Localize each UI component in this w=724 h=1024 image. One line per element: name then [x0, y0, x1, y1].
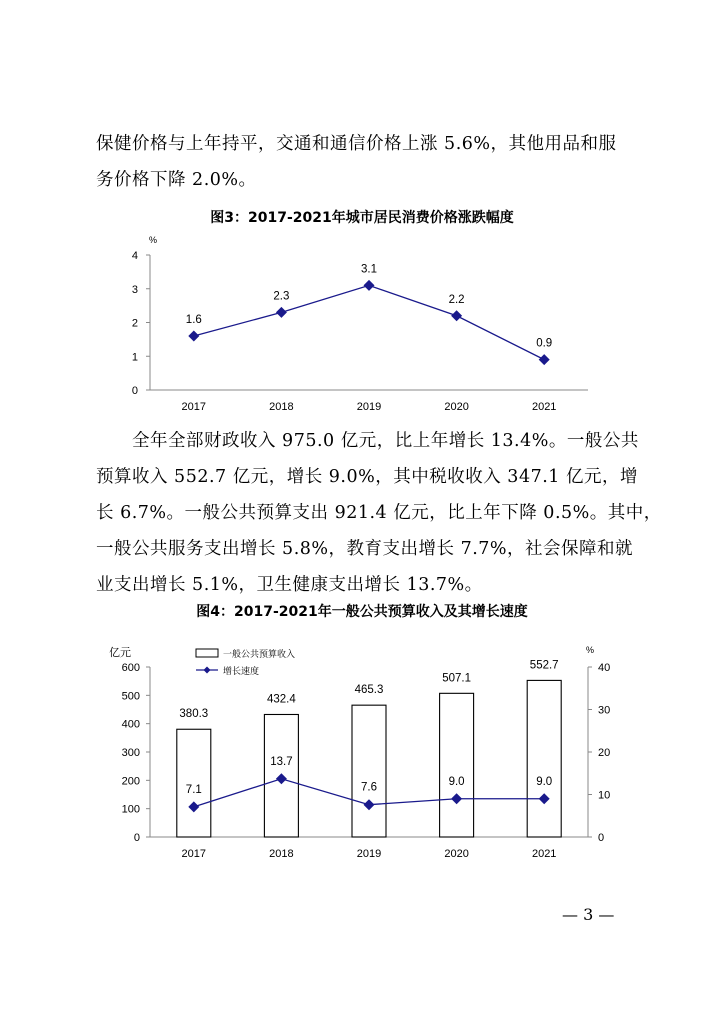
growth-rate-label: 9.0 [448, 775, 465, 788]
paragraph-line: 务价格下降 2.0%。 [96, 170, 257, 190]
figure-4-combo-chart [0, 625, 724, 865]
y-tick-label: 1 [131, 351, 138, 364]
x-tick-label: 2019 [356, 848, 382, 860]
bar-value-label: 380.3 [179, 708, 209, 721]
right-y-axis-unit: % [585, 645, 595, 655]
growth-rate-label: 13.7 [270, 755, 293, 768]
left-y-tick-label: 400 [121, 718, 140, 731]
right-y-tick-label: 40 [598, 662, 611, 674]
legend-line-label: 增长速度 [223, 666, 260, 676]
data-point-marker [451, 310, 462, 321]
revenue-bar [440, 693, 474, 837]
x-tick-label: 2021 [531, 848, 557, 860]
data-label: 3.1 [361, 263, 377, 276]
bar-value-label: 432.4 [267, 693, 296, 706]
paragraph-1 [96, 126, 628, 198]
y-tick-label: 4 [131, 250, 138, 262]
growth-rate-label: 9.0 [536, 775, 553, 788]
left-y-tick-label: 0 [133, 832, 140, 844]
x-tick-label: 2017 [181, 848, 207, 860]
paragraph-line: 预算收入 552.7 亿元，增长 9.0%，其中税收收入 347.1 亿元，增 [96, 467, 638, 487]
left-y-tick-label: 100 [121, 803, 140, 816]
bar-value-label: 552.7 [529, 659, 559, 672]
right-y-tick-label: 0 [598, 832, 605, 844]
y-tick-label: 2 [131, 317, 138, 330]
paragraph-line: 长 6.7%。一般公共预算支出 921.4 亿元，比上年下降 0.5%。其中， [96, 503, 662, 523]
x-tick-label: 2020 [444, 401, 469, 413]
left-y-axis-unit: 亿元 [109, 647, 131, 659]
figure-3-title: 图3：2017-2021年城市居民消费价格涨跌幅度 [210, 210, 514, 226]
x-tick-label: 2017 [181, 401, 207, 413]
bar-value-label: 465.3 [354, 684, 384, 697]
left-y-tick-label: 200 [121, 775, 140, 788]
paragraph-line: 业支出增长 5.1%，卫生健康支出增长 13.7%。 [96, 575, 483, 595]
series-line [194, 285, 544, 359]
data-point-marker [188, 331, 199, 342]
x-tick-label: 2019 [356, 401, 382, 413]
revenue-bar [352, 705, 386, 837]
y-axis-unit: % [148, 235, 158, 245]
paragraph-line: 保健价格与上年持平，交通和通信价格上涨 5.6%，其他用品和服 [96, 134, 617, 154]
data-label: 0.9 [536, 337, 553, 350]
paragraph-line: 全年全部财政收入 975.0 亿元，比上年增长 13.4%。一般公共 [132, 431, 639, 451]
paragraph-line: 一般公共服务支出增长 5.8%，教育支出增长 7.7%，社会保障和就 [96, 539, 634, 559]
page-number: — 3 — [562, 905, 615, 924]
legend-bar-label: 一般公共预算收入 [223, 649, 296, 659]
legend-bar-swatch [196, 649, 218, 657]
data-point-marker [539, 354, 550, 365]
left-y-tick-label: 500 [121, 690, 140, 703]
paragraph-2 [96, 423, 662, 603]
y-tick-label: 3 [131, 283, 138, 296]
data-point-marker [276, 307, 287, 318]
figure-4-title: 图4：2017-2021年一般公共预算收入及其增长速度 [196, 604, 528, 620]
left-y-tick-label: 300 [121, 747, 140, 759]
data-label: 1.6 [185, 314, 202, 326]
data-label: 2.2 [448, 293, 465, 306]
left-y-tick-label: 600 [121, 662, 140, 674]
revenue-bar [527, 680, 561, 837]
x-tick-label: 2021 [531, 401, 557, 413]
x-tick-label: 2018 [269, 401, 294, 413]
bar-value-label: 507.1 [442, 672, 471, 685]
data-point-marker [364, 280, 375, 291]
figure-3-line-chart [0, 230, 724, 425]
x-tick-label: 2020 [444, 848, 469, 860]
right-y-tick-label: 30 [598, 704, 611, 717]
right-y-tick-label: 20 [598, 747, 611, 759]
x-tick-label: 2018 [269, 848, 294, 860]
growth-rate-label: 7.1 [185, 783, 202, 796]
right-y-tick-label: 10 [598, 789, 611, 802]
y-tick-label: 0 [131, 385, 138, 397]
growth-rate-label: 7.6 [361, 781, 377, 794]
data-label: 2.3 [273, 290, 290, 303]
legend-line-marker [204, 667, 211, 674]
